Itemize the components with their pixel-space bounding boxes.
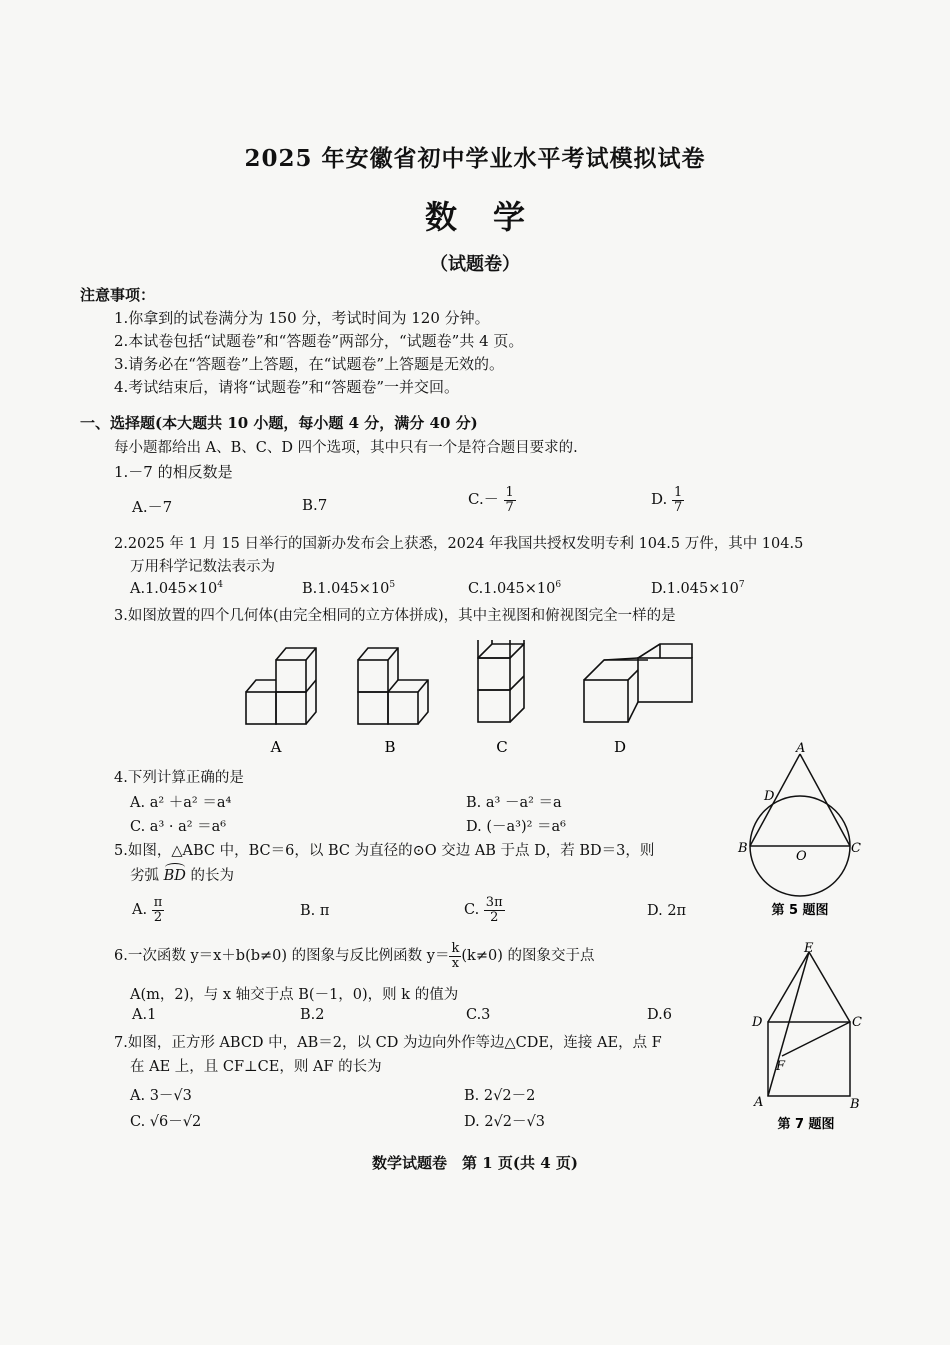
q1-option-c-prefix: C.－ (468, 490, 499, 509)
q2-option-d (651, 580, 745, 597)
q3-figure-c-solid (478, 640, 524, 722)
fraction-numerator: π (153, 895, 163, 910)
q3-stem: 3.如图放置的四个几何体(由完全相同的立方体拼成)，其中主视图和俯视图完全一样的是 (114, 608, 676, 624)
q4-stem: 4.下列计算正确的是 (114, 770, 244, 786)
q5-stem2-prefix: 劣弧 (130, 868, 164, 884)
q3-label-c: C (496, 738, 508, 756)
q2-option-c-text: C.1.045×10 (468, 580, 556, 597)
q4-option-d: D. (－a³)² ＝a⁶ (466, 819, 566, 835)
q1-stem: 1.－7 的相反数是 (114, 463, 233, 481)
point-o-label: O (796, 849, 807, 864)
q4-option-c: C. a³ · a² ＝a⁶ (130, 819, 227, 835)
section-heading: 一、选择题(本大题共 10 小题，每小题 4 分，满分 40 分) (80, 414, 478, 432)
point-c-label: C (852, 1015, 862, 1030)
exponent: 5 (389, 580, 396, 590)
point-c-label: C (851, 841, 861, 856)
q1-option-c-fraction (504, 486, 516, 514)
q3-cube-figures (240, 640, 710, 760)
q7-option-a: A. 3－√3 (130, 1088, 192, 1104)
q5-figure-caption: 第 5 题图 (771, 903, 829, 918)
q6-option-d: D.6 (647, 1007, 672, 1023)
q7-stem-line2: 在 AE 上，且 CF⊥CE，则 AF 的长为 (130, 1059, 382, 1075)
point-a-label: A (796, 742, 806, 756)
section-instruction: 每小题都给出 A、B、C、D 四个选项，其中只有一个是符合题目要求的. (114, 440, 578, 456)
q3-label-b: B (384, 738, 396, 756)
q4-option-a: A. a² ＋a² ＝a⁴ (130, 795, 232, 811)
q5-figure (730, 742, 870, 922)
page-footer: 数学试题卷 第 1 页(共 4 页) (372, 1154, 578, 1172)
arc-bd (164, 868, 186, 884)
q5-option-c-fraction (484, 896, 505, 924)
point-d-label: D (752, 1015, 763, 1030)
q3-label-a: A (270, 738, 282, 756)
q7-figure (748, 938, 868, 1138)
q2-option-b (302, 580, 395, 597)
q5-option-a-prefix: A. (132, 902, 148, 919)
q5-stem-line2 (130, 864, 234, 885)
q7-option-d: D. 2√2－√3 (464, 1114, 545, 1130)
q5-option-a (132, 896, 164, 924)
fraction-numerator: 1 (505, 485, 514, 500)
q1-option-b: B.7 (302, 496, 328, 514)
q3-figure-a-solid (246, 648, 316, 724)
fraction-denominator: 2 (153, 909, 163, 925)
q6-fraction (449, 942, 461, 970)
exponent: 4 (217, 580, 223, 590)
q1-option-d-fraction (672, 486, 684, 514)
q1-option-a: A.－7 (132, 498, 173, 516)
paper-subtitle: （试题卷） (430, 254, 520, 275)
q2-stem-line2: 万用科学记数法表示为 (130, 559, 275, 575)
q1-option-d-prefix: D. (651, 490, 668, 509)
arc-label: BD (163, 868, 186, 884)
q2-option-a (130, 580, 223, 597)
q5-option-d: D. 2π (647, 903, 687, 919)
q2-option-b-text: B.1.045×10 (302, 580, 390, 597)
fraction-numerator: 1 (674, 485, 683, 500)
q6-option-a: A.1 (132, 1007, 157, 1023)
q4-option-b: B. a³ －a² ＝a (466, 795, 562, 811)
q3-figure-b-solid (358, 648, 428, 724)
q6-option-c: C.3 (466, 1007, 491, 1023)
point-e-label: E (804, 941, 814, 956)
fraction-numerator: 3π (485, 895, 503, 910)
q6-stem-suffix: (k≠0) 的图象交于点 (461, 948, 595, 965)
subject-title: 数学 (424, 198, 561, 236)
q6-stem-line2: A(m，2)，与 x 轴交于点 B(－1，0)，则 k 的值为 (130, 987, 459, 1003)
exponent: 6 (555, 580, 562, 590)
note-item-1: 1.你拿到的试卷满分为 150 分，考试时间为 120 分钟。 (114, 309, 490, 327)
q5-stem-line1: 5.如图，△ABC 中，BC＝6，以 BC 为直径的⊙O 交边 AB 于点 D，若 BD＝3，则 (114, 843, 655, 859)
q2-option-c (468, 580, 561, 597)
q6-stem-line1 (114, 942, 594, 970)
q5-option-c (464, 896, 505, 924)
q5-option-a-fraction (152, 896, 165, 924)
fraction-denominator: 7 (674, 499, 683, 515)
notes-heading: 注意事项： (80, 286, 156, 304)
point-d-label: D (764, 789, 775, 804)
point-b-label: B (850, 1097, 860, 1112)
exponent: 7 (738, 580, 745, 590)
note-item-3: 3.请务必在“答题卷”上答题，在“试题卷”上答题是无效的。 (114, 355, 504, 373)
q6-stem-prefix: 6.一次函数 y＝x＋b(b≠0) 的图象与反比例函数 y＝ (114, 948, 450, 965)
fraction-denominator: x (451, 955, 460, 971)
q6-option-b: B.2 (300, 1007, 325, 1023)
q5-option-c-prefix: C. (464, 902, 480, 919)
exam-title: 2025 年安徽省初中学业水平考试模拟试卷 (244, 145, 706, 172)
q5-stem2-suffix: 的长为 (185, 868, 234, 884)
point-a-label: A (754, 1095, 764, 1110)
fraction-denominator: 7 (505, 499, 514, 515)
q1-option-c (468, 486, 516, 514)
point-f-label: F (776, 1059, 786, 1074)
q2-stem-line1: 2.2025 年 1 月 15 日举行的国新办发布会上获悉，2024 年我国共授权发明专利 104.5 万件，其中 104.5 (114, 536, 804, 552)
q7-stem-line1: 7.如图，正方形 ABCD 中，AB＝2，以 CD 为边向外作等边△CDE，连接 AE，点 F (114, 1035, 662, 1051)
note-item-4: 4.考试结束后，请将“试题卷”和“答题卷”一并交回。 (114, 378, 459, 396)
q3-label-d: D (613, 738, 627, 756)
q5-option-b: B. π (300, 903, 330, 919)
q7-figure-caption: 第 7 题图 (777, 1117, 835, 1132)
point-b-label: B (738, 841, 748, 856)
arc-mark (165, 863, 185, 872)
q3-figure-d-solid (584, 644, 692, 722)
q7-option-c: C. √6－√2 (130, 1114, 202, 1130)
q2-option-d-text: D.1.045×10 (651, 580, 739, 597)
q1-option-d (651, 486, 684, 514)
fraction-denominator: 2 (490, 909, 499, 925)
note-item-2: 2.本试卷包括“试题卷”和“答题卷”两部分，“试题卷”共 4 页。 (114, 332, 524, 350)
q2-option-a-text: A.1.045×10 (130, 580, 218, 597)
fraction-numerator: k (451, 941, 460, 956)
q7-option-b: B. 2√2－2 (464, 1088, 536, 1104)
